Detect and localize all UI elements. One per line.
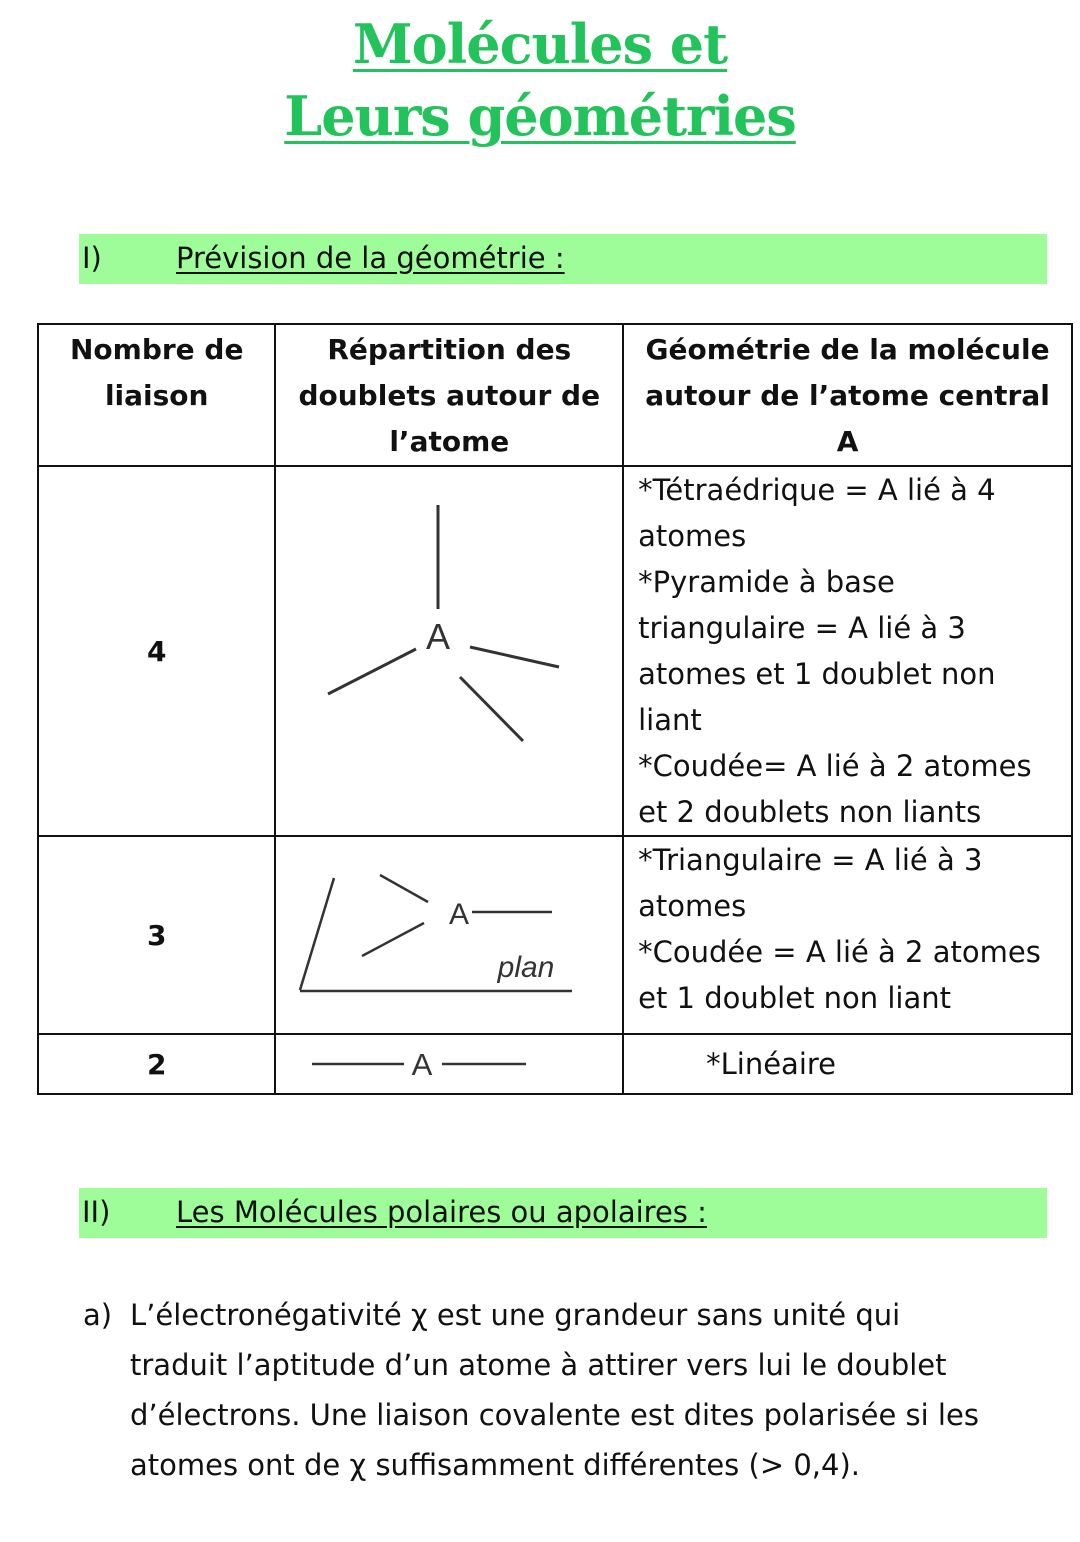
paragraph-line: traduit l’aptitude d’un atome à attirer vers lui le doublet <box>130 1348 947 1382</box>
section-title: Prévision de la géométrie : <box>176 241 565 275</box>
bond-line-lower <box>362 923 424 956</box>
page-title-line2: Leurs géométries <box>284 84 796 148</box>
bond-line-down <box>460 677 523 741</box>
trigonal-diagram-cell <box>275 836 623 1034</box>
header-text: doublets autour de <box>298 379 601 412</box>
geometry-description <box>623 836 1072 1034</box>
description-line: *Coudée = A lié à 2 atomes <box>638 935 1041 969</box>
table-row <box>38 466 1072 836</box>
description-line: liant <box>638 703 702 737</box>
central-atom-label: A <box>412 1047 433 1082</box>
description-line: *Coudée= A lié à 2 atomes <box>638 749 1032 783</box>
header-distribution <box>275 324 623 466</box>
paragraph-label: a) <box>83 1298 113 1332</box>
header-text: l’atome <box>389 425 510 458</box>
header-text: liaison <box>104 379 209 412</box>
header-text: Nombre de <box>69 333 244 366</box>
header-bond-count <box>38 324 275 466</box>
description-line: *Pyramide à base <box>638 565 895 599</box>
description-line: *Tétraédrique = A lié à 4 <box>638 473 996 507</box>
bond-count: 3 <box>38 836 275 1034</box>
geometry-table <box>37 323 1073 1095</box>
section-number: II) <box>82 1195 111 1229</box>
description-line: *Linéaire <box>706 1047 837 1081</box>
header-text: A <box>836 425 859 458</box>
section-title: Les Molécules polaires ou apolaires : <box>176 1195 707 1229</box>
plane-edge-left <box>300 878 334 990</box>
section-heading-1 <box>79 234 1047 284</box>
geometry-description <box>623 466 1072 836</box>
trigonal-diagram <box>276 838 623 1032</box>
bond-line-left <box>328 649 416 694</box>
description-line: atomes <box>638 519 747 553</box>
bond-count: 4 <box>38 466 275 836</box>
table-row <box>38 836 1072 1034</box>
paragraph-a <box>83 1290 1043 1490</box>
header-text: Géométrie de la molécule <box>645 333 1050 366</box>
description-line: atomes <box>638 889 747 923</box>
central-atom-label: A <box>449 898 470 931</box>
bond-line-right <box>470 647 559 667</box>
geometry-description <box>623 1034 1072 1094</box>
header-geometry <box>623 324 1072 466</box>
page-title-line1: Molécules et <box>352 12 728 76</box>
paragraph-line: L’électronégativité χ est une grandeur sans unité qui <box>130 1298 901 1332</box>
description-line: et 1 doublet non liant <box>638 981 952 1015</box>
header-text: Répartition des <box>327 333 572 366</box>
description-line: triangulaire = A lié à 3 <box>638 611 966 645</box>
tetrahedral-diagram-cell <box>275 466 623 836</box>
section-number: I) <box>82 241 102 275</box>
bond-line-upper <box>380 875 428 902</box>
linear-diagram-cell <box>275 1034 623 1094</box>
header-text: autour de l’atome central <box>645 379 1050 412</box>
table-header-row <box>38 324 1072 466</box>
paragraph-line: atomes ont de χ suffisamment différentes (> 0,4). <box>130 1448 860 1482</box>
plane-label: plan <box>498 951 555 984</box>
description-line: et 2 doublets non liants <box>638 795 982 829</box>
linear-diagram <box>276 1036 623 1092</box>
section-heading-2 <box>79 1188 1047 1238</box>
paragraph-line: d’électrons. Une liaison covalente est dites polarisée si les <box>130 1398 979 1432</box>
table-row <box>38 1034 1072 1094</box>
description-line: atomes et 1 doublet non <box>638 657 996 691</box>
description-line: *Triangulaire = A lié à 3 <box>638 843 983 877</box>
tetrahedral-diagram <box>276 469 623 834</box>
bond-count: 2 <box>38 1034 275 1094</box>
central-atom-label: A <box>426 615 451 657</box>
